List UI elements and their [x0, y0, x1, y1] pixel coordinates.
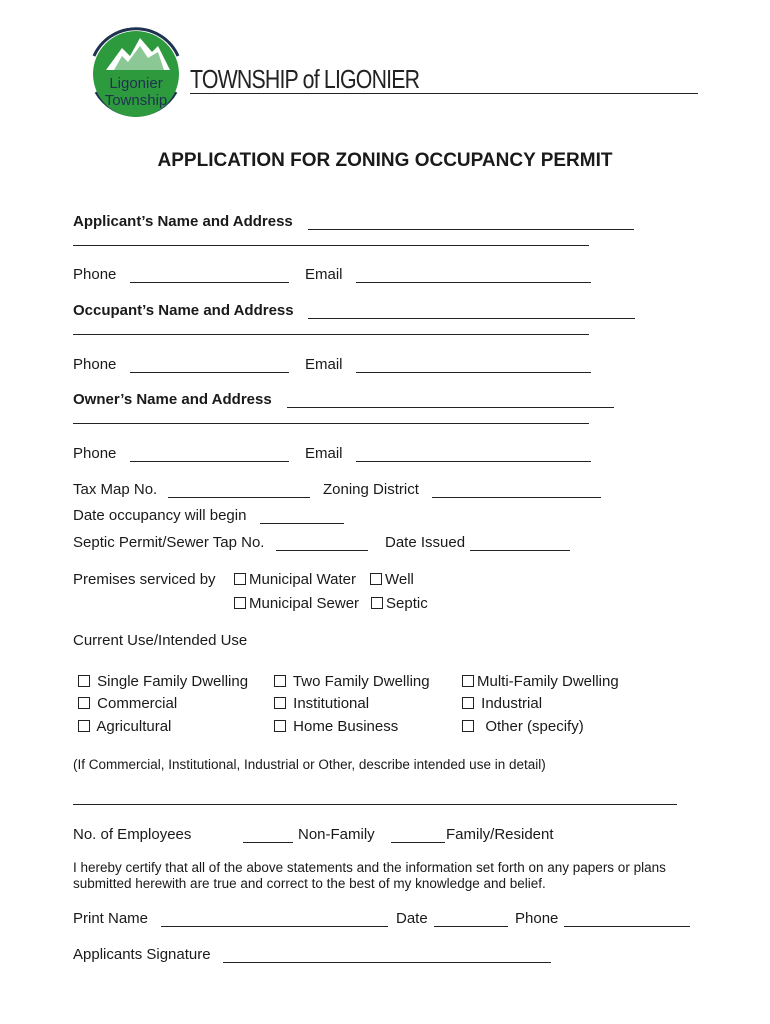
signature-label: Applicants Signature	[73, 946, 211, 963]
nonfamily-count-field[interactable]	[243, 842, 293, 843]
use-option-two-family[interactable]: Two Family Dwelling	[274, 673, 430, 691]
checkbox-icon[interactable]	[78, 675, 90, 687]
premises-option-septic[interactable]: Septic	[371, 595, 428, 613]
township-name: TOWNSHIP of LIGONIER	[190, 64, 420, 94]
date-field[interactable]	[434, 926, 508, 927]
owner-email-label: Email	[305, 445, 343, 462]
logo-text-ligonier: Ligonier	[109, 75, 163, 92]
certify-line-1: I hereby certify that all of the above statements and the information set forth on any papers or plans	[73, 860, 666, 875]
use-option-other[interactable]: Other (specify)	[462, 718, 584, 736]
owner-address-field[interactable]	[73, 423, 589, 424]
use-option-agricultural[interactable]: Agricultural	[78, 718, 171, 736]
signature-field[interactable]	[223, 962, 551, 963]
occupant-name-field[interactable]	[308, 318, 635, 319]
phone-label: Phone	[515, 910, 559, 927]
use-option-single-family[interactable]: Single Family Dwelling	[78, 673, 248, 691]
checkbox-icon[interactable]	[78, 697, 90, 709]
employees-label: No. of Employees	[73, 826, 192, 843]
use-label: Current Use/Intended Use	[73, 632, 248, 649]
checkbox-icon[interactable]	[274, 720, 286, 732]
township-logo	[86, 22, 186, 122]
describe-note: (If Commercial, Institutional, Industrial or Other, describe intended use in detail)	[73, 757, 546, 772]
print-name-field[interactable]	[161, 926, 388, 927]
date-issued-field[interactable]	[470, 550, 570, 551]
print-name-label: Print Name	[73, 910, 149, 927]
occupant-phone-field[interactable]	[130, 372, 289, 373]
nonfamily-label: Non-Family	[298, 826, 375, 843]
applicant-phone-label: Phone	[73, 266, 117, 283]
occupant-name-label: Occupant’s Name and Address	[73, 302, 294, 319]
septic-permit-field[interactable]	[276, 550, 368, 551]
zoning-district-label: Zoning District	[323, 481, 419, 498]
phone-field[interactable]	[564, 926, 690, 927]
tax-map-label: Tax Map No.	[73, 481, 158, 498]
tax-map-field[interactable]	[168, 497, 310, 498]
applicant-name-field[interactable]	[308, 229, 634, 230]
certify-line-2: submitted herewith are true and correct to the best of my knowledge and belief.	[73, 876, 546, 891]
owner-email-field[interactable]	[356, 461, 591, 462]
title-underline	[190, 93, 698, 94]
describe-use-field[interactable]	[73, 804, 677, 805]
checkbox-icon[interactable]	[462, 697, 474, 709]
family-count-field[interactable]	[391, 842, 445, 843]
septic-permit-label: Septic Permit/Sewer Tap No.	[73, 534, 265, 551]
logo-text-township: Township	[104, 92, 168, 109]
applicant-phone-field[interactable]	[130, 282, 289, 283]
premises-option-municipal-sewer[interactable]: Municipal Sewer	[234, 595, 359, 613]
occupant-email-field[interactable]	[356, 372, 591, 373]
owner-phone-label: Phone	[73, 445, 117, 462]
date-occupancy-field[interactable]	[260, 523, 344, 524]
occupant-address-field[interactable]	[73, 334, 589, 335]
owner-name-field[interactable]	[287, 407, 614, 408]
premises-option-municipal-water[interactable]: Municipal Water	[234, 571, 356, 589]
occupant-email-label: Email	[305, 356, 343, 373]
use-option-commercial[interactable]: Commercial	[78, 695, 177, 713]
applicant-address-field[interactable]	[73, 245, 589, 246]
use-option-institutional[interactable]: Institutional	[274, 695, 369, 713]
applicant-email-field[interactable]	[356, 282, 591, 283]
date-occupancy-label: Date occupancy will begin	[73, 507, 247, 524]
use-option-home-business[interactable]: Home Business	[274, 718, 398, 736]
date-label: Date	[396, 910, 428, 927]
checkbox-icon[interactable]	[462, 720, 474, 732]
owner-phone-field[interactable]	[130, 461, 289, 462]
checkbox-icon[interactable]	[234, 573, 246, 585]
date-issued-label: Date Issued	[385, 534, 466, 551]
premises-label: Premises serviced by	[73, 571, 216, 588]
occupant-phone-label: Phone	[73, 356, 117, 373]
checkbox-icon[interactable]	[462, 675, 474, 687]
owner-name-label: Owner’s Name and Address	[73, 391, 272, 408]
checkbox-icon[interactable]	[370, 573, 382, 585]
checkbox-icon[interactable]	[78, 720, 90, 732]
applicant-name-label: Applicant’s Name and Address	[73, 213, 293, 230]
family-label: Family/Resident	[446, 826, 554, 843]
checkbox-icon[interactable]	[274, 697, 286, 709]
use-option-multi-family[interactable]: Multi-Family Dwelling	[462, 673, 619, 691]
checkbox-icon[interactable]	[274, 675, 286, 687]
zoning-district-field[interactable]	[432, 497, 601, 498]
form-title: APPLICATION FOR ZONING OCCUPANCY PERMIT	[157, 150, 613, 171]
use-option-industrial[interactable]: Industrial	[462, 695, 542, 713]
applicant-email-label: Email	[305, 266, 343, 283]
checkbox-icon[interactable]	[234, 597, 246, 609]
premises-option-well[interactable]: Well	[370, 571, 414, 589]
checkbox-icon[interactable]	[371, 597, 383, 609]
